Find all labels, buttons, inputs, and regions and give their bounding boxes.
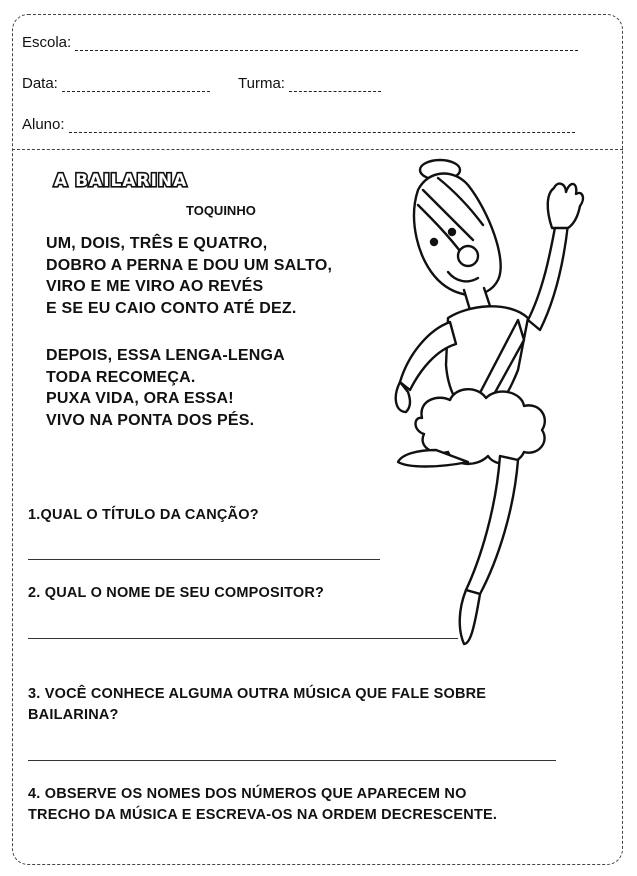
question-4-line-1: 4. OBSERVE OS NOMES DOS NÚMEROS QUE APARECEM NO <box>28 786 467 802</box>
school-field <box>22 34 578 51</box>
class-label: Turma: <box>238 75 285 92</box>
school-input-line[interactable] <box>75 38 578 51</box>
date-field <box>22 75 210 92</box>
student-input-line[interactable] <box>69 120 575 133</box>
question-4-line-2: TRECHO DA MÚSICA E ESCREVA-OS NA ORDEM DECRESCENTE. <box>28 807 498 823</box>
stanza-1 <box>46 233 332 319</box>
verse-line: DOBRO A PERNA E DOU UM SALTO, <box>46 256 333 274</box>
date-input-line[interactable] <box>62 79 210 92</box>
song-title-art <box>52 166 202 192</box>
question-4 <box>28 784 497 826</box>
class-field <box>238 75 381 92</box>
verse-line: UM, DOIS, TRÊS E QUATRO, <box>46 235 268 252</box>
question-3-line-1: 3. VOCÊ CONHECE ALGUMA OUTRA MÚSICA QUE FALE SOBRE <box>28 686 487 702</box>
answer-line-2[interactable] <box>28 638 458 639</box>
verse-line: DEPOIS, ESSA LENGA-LENGA <box>46 347 285 364</box>
question-3 <box>28 684 486 726</box>
song-title: A BAILARINA <box>54 171 188 191</box>
verse-line: VIRO E ME VIRO AO REVÉS <box>46 278 264 295</box>
song-author: TOQUINHO <box>186 203 256 218</box>
question-1: 1.QUAL O TÍTULO DA CANÇÃO? <box>28 507 259 523</box>
verse-line: TODA RECOMEÇA. <box>46 368 196 386</box>
answer-line-1[interactable] <box>28 559 380 560</box>
stanza-2 <box>46 345 285 431</box>
school-label: Escola: <box>22 34 72 51</box>
student-label: Aluno: <box>22 116 65 133</box>
question-3-line-2: BAILARINA? <box>28 707 119 723</box>
verse-line: E SE EU CAIO CONTO ATÉ DEZ. <box>46 299 297 317</box>
ballerina-drawing-icon <box>378 150 618 650</box>
verse-line: PUXA VIDA, ORA ESSA! <box>46 390 234 407</box>
question-2: 2. QUAL O NOME DE SEU COMPOSITOR? <box>28 585 325 601</box>
class-input-line[interactable] <box>289 79 381 92</box>
verse-line: VIVO NA PONTA DOS PÉS. <box>46 411 255 429</box>
answer-line-3[interactable] <box>28 760 556 761</box>
student-field <box>22 116 575 133</box>
date-label: Data: <box>22 75 58 92</box>
